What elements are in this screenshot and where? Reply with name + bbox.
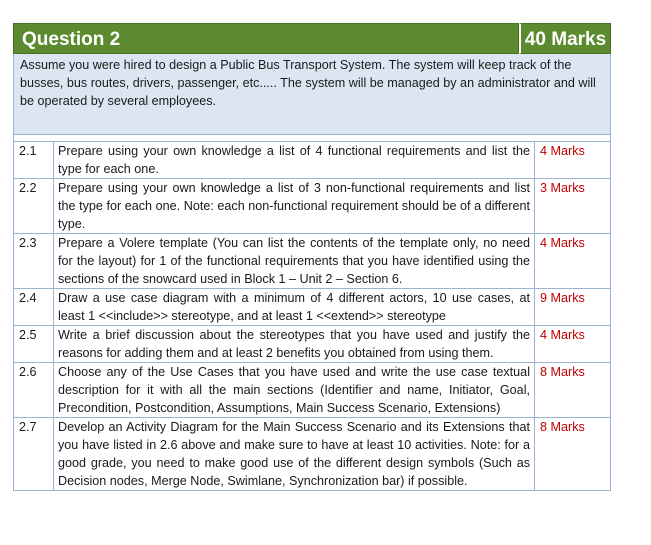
item-description: Prepare using your own knowledge a list of 3 non-functional requirements and list the type for each one. Note: each non-functional requirement should be of a different type. [54,179,535,234]
question-total-marks: 40 Marks [519,23,611,54]
item-marks: 9 Marks [535,289,611,326]
table-row [14,326,611,363]
item-marks: 8 Marks [535,418,611,491]
item-number: 2.7 [14,418,54,491]
item-description: Prepare a Volere template (You can list the contents of the template only, no need for the layout) for 1 of the functional requirements that you have identified using the sections of the snowcard used in Block 1 – Unit 2 – Section 6. [54,234,535,289]
item-marks: 4 Marks [535,142,611,179]
item-number: 2.3 [14,234,54,289]
table-row [14,418,611,491]
item-number: 2.2 [14,179,54,234]
requirements-table [13,141,611,491]
item-description: Write a brief discussion about the stereotypes that you have used and justify the reasons for adding them and at least 2 benefits you obtained from using them. [54,326,535,363]
item-marks: 4 Marks [535,234,611,289]
table-row [14,363,611,418]
item-number: 2.6 [14,363,54,418]
item-marks: 8 Marks [535,363,611,418]
item-description: Draw a use case diagram with a minimum of 4 different actors, 10 use cases, at least 1 <<include>> stereotype, and at least 1 <<extend>> stereotype [54,289,535,326]
item-marks: 4 Marks [535,326,611,363]
table-row [14,142,611,179]
table-row [14,234,611,289]
item-marks: 3 Marks [535,179,611,234]
item-description: Prepare using your own knowledge a list of 4 functional requirements and list the type for each one. [54,142,535,179]
item-number: 2.4 [14,289,54,326]
item-description: Choose any of the Use Cases that you have used and write the use case textual description for it with all the main sections (Identifier and name, Initiator, Goal, Precondition, Postcondition, Assumptions, Main Success Scenario, Extensions) [54,363,535,418]
question-header [13,23,611,54]
table-row [14,289,611,326]
question-title: Question 2 [13,23,519,54]
table-row [14,179,611,234]
question-block [13,23,611,491]
item-description: Develop an Activity Diagram for the Main Success Scenario and its Extensions that you have listed in 2.6 above and make sure to have at least 10 activities. Note: for a good grade, you need to make good use of the different design symbols (Such as Decision nodes, Merge Node, Swimlane, Synchronization bar) if possible. [54,418,535,491]
item-number: 2.5 [14,326,54,363]
question-intro: Assume you were hired to design a Public Bus Transport System. The system will keep track of the busses, bus routes, drivers, passenger, etc..... The system will be managed by an administrator and will be operated by several employees. [13,54,611,135]
item-number: 2.1 [14,142,54,179]
